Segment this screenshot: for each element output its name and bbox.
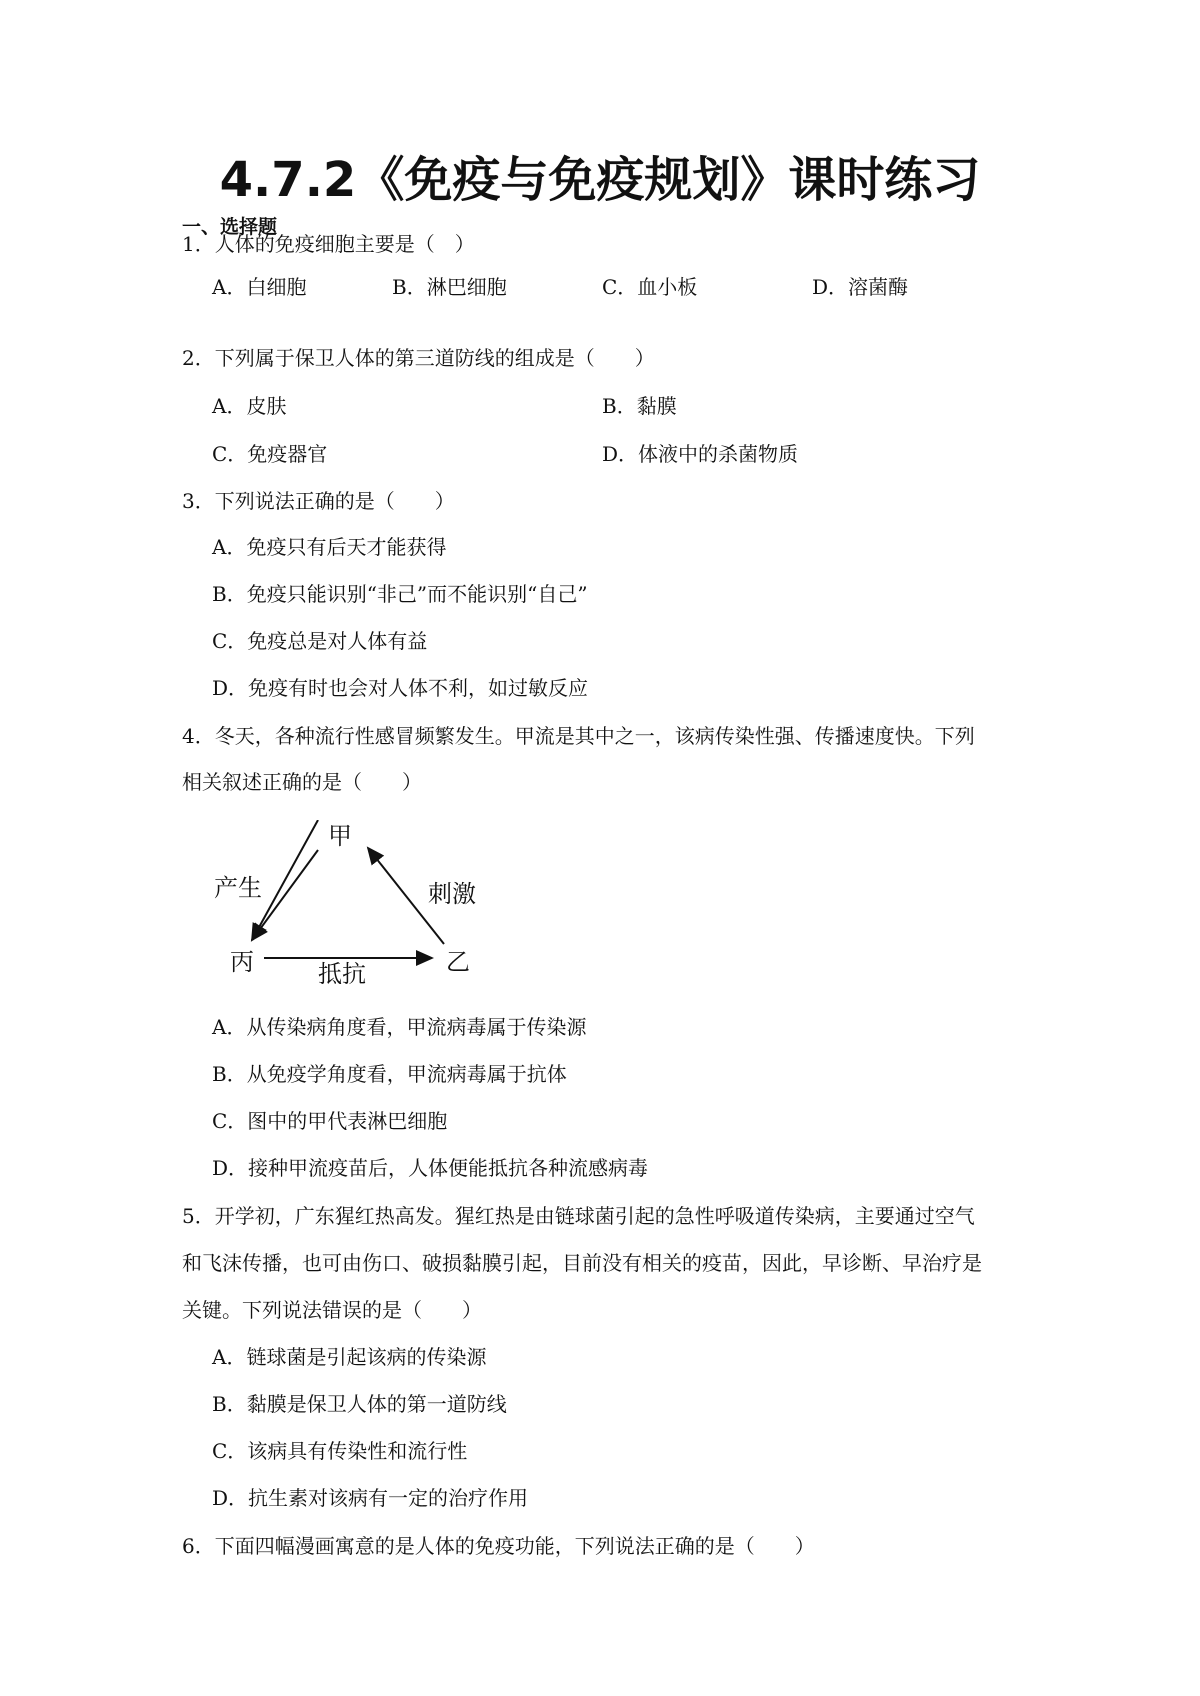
q5-option-d: D．抗生素对该病有一定的治疗作用 [212, 1486, 529, 1510]
question-4-stem-line-2: 相关叙述正确的是（ ） [182, 770, 422, 794]
q1-option-d: D．溶菌酶 [812, 275, 909, 299]
node-bing-label: 丙 [230, 948, 254, 976]
q4-option-d: D．接种甲流疫苗后，人体便能抵抗各种流感病毒 [212, 1156, 649, 1180]
q4-option-a: A．从传染病角度看，甲流病毒属于传染源 [212, 1015, 587, 1039]
section-heading: 一、选择题 [182, 216, 278, 238]
question-3-stem: 3．下列说法正确的是（ ） [182, 489, 455, 513]
question-4-stem-line-1: 4．冬天，各种流行性感冒频繁发生。甲流是其中之一，该病传染性强、传播速度快。下列 [182, 724, 975, 748]
q2-option-b: B．黏膜 [602, 394, 677, 418]
edge-stimulate-label: 刺激 [428, 880, 476, 908]
q5-option-a: A．链球菌是引起该病的传染源 [212, 1345, 487, 1369]
q2-option-c: C．免疫器官 [212, 442, 328, 466]
node-yi-label: 乙 [446, 948, 470, 976]
q5-option-b: B．黏膜是保卫人体的第一道防线 [212, 1392, 507, 1416]
q1-option-c: C．血小板 [602, 275, 698, 299]
question-5-stem-line-2: 和飞沫传播，也可由伤口、破损黏膜引起，目前没有相关的疫苗，因此，早诊断、早治疗是 [182, 1251, 982, 1275]
q3-option-d: D．免疫有时也会对人体不利，如过敏反应 [212, 676, 589, 700]
q1-option-b: B．淋巴细胞 [392, 275, 507, 299]
q3-option-b: B．免疫只能识别“非己”而不能识别“自己” [212, 582, 588, 606]
question-2-stem: 2．下列属于保卫人体的第三道防线的组成是（ ） [182, 346, 655, 370]
page-title: 4.7.2《免疫与免疫规划》课时练习 [219, 152, 981, 208]
immune-response-diagram [200, 820, 500, 990]
question-5-stem-line-3: 关键。下列说法错误的是（ ） [182, 1298, 482, 1322]
q4-option-b: B．从免疫学角度看，甲流病毒属于抗体 [212, 1062, 567, 1086]
q2-option-a: A．皮肤 [212, 394, 287, 418]
edge-resist-label: 抵抗 [318, 960, 366, 988]
question-6-stem: 6．下面四幅漫画寓意的是人体的免疫功能，下列说法正确的是（ ） [182, 1534, 815, 1558]
q1-option-a: A．白细胞 [212, 275, 307, 299]
q5-option-c: C．该病具有传染性和流行性 [212, 1439, 468, 1463]
question-1-stem: 1．人体的免疫细胞主要是（ ） [182, 232, 475, 256]
q4-option-c: C．图中的甲代表淋巴细胞 [212, 1109, 448, 1133]
edge-produce-label: 产生 [214, 874, 262, 902]
q2-option-d: D．体液中的杀菌物质 [602, 442, 799, 466]
q3-option-a: A．免疫只有后天才能获得 [212, 535, 447, 559]
q3-option-c: C．免疫总是对人体有益 [212, 629, 428, 653]
node-jia-label: 甲 [328, 822, 352, 850]
question-5-stem-line-1: 5．开学初，广东猩红热高发。猩红热是由链球菌引起的急性呼吸道传染病，主要通过空气 [182, 1204, 975, 1228]
